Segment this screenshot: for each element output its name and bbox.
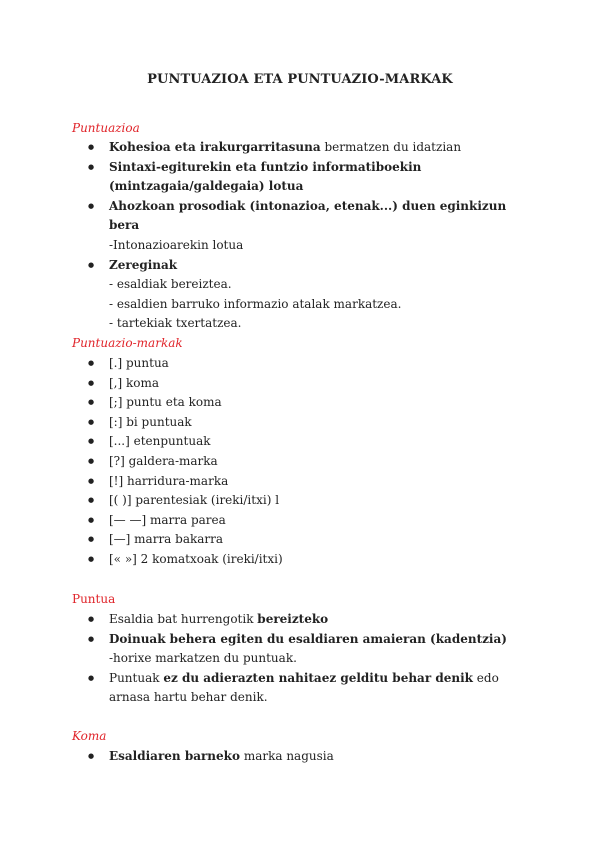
- item-bold-text: Doinuak behera egiten du esaldiaren amaieran (kadentzia): [109, 631, 507, 646]
- list-item: ● [« »] 2 komatxoak (ireki/itxi): [72, 550, 532, 570]
- item-text: bermatzen du idatzian: [320, 140, 462, 154]
- list-item: ● [,] koma: [72, 374, 532, 394]
- list-item: [72, 610, 532, 630]
- page-title: PUNTUAZIOA ETA PUNTUAZIO-MARKAK: [147, 72, 453, 87]
- item-bold-text: Esaldiaren barneko: [109, 749, 240, 763]
- list-item: [72, 138, 532, 158]
- list-item: ● [( )] parentesiak (ireki/itxi) l: [72, 491, 532, 511]
- section-heading-puntua: Puntua: [72, 592, 116, 606]
- koma-list: [72, 747, 532, 767]
- section-heading-puntuazioa: Puntuazioa: [72, 121, 140, 135]
- section-heading-puntuazio-markak: Puntuazio-markak: [72, 336, 183, 350]
- list-item: [72, 256, 532, 334]
- item-bold-text: Ahozkoan prosodiak (intonazioa, etenak...) duen eginkizun bera: [109, 198, 507, 233]
- list-item: [72, 630, 532, 669]
- puntuazio-markak-list: [72, 354, 532, 570]
- list-item: ● [...] etenpuntuak: [72, 432, 532, 452]
- item-text-tail: edo arnasa hartu behar denik.: [109, 670, 499, 705]
- list-item: [72, 747, 532, 767]
- puntua-list: [72, 610, 532, 708]
- item-text: Puntuak: [109, 670, 164, 685]
- item-text: marka nagusia: [240, 749, 334, 763]
- item-text: Esaldia bat hurrengotik: [109, 612, 258, 626]
- list-item: [72, 158, 532, 197]
- list-item: ● [.] puntua: [72, 354, 532, 374]
- list-item: ● [:] bi puntuak: [72, 413, 532, 433]
- list-item: ● [— —] marra parea: [72, 511, 532, 531]
- item-subline: -Intonazioarekin lotua: [109, 237, 244, 252]
- item-bold-text: Sintaxi-egiturekin eta funtzio informatiboekin (mintzagaia/galdegaia) lotua: [109, 159, 422, 194]
- item-subline: - esaldiak bereiztea.: [109, 277, 232, 292]
- item-bold-text: bereizteko: [257, 612, 329, 626]
- item-subline: -horixe markatzen du puntuak.: [109, 651, 297, 666]
- list-item: ● [—] marra bakarra: [72, 530, 532, 550]
- puntuazioa-list: [72, 138, 532, 334]
- list-item: [72, 197, 532, 256]
- list-item: ● [!] harridura-marka: [72, 472, 532, 492]
- list-item: [72, 669, 532, 708]
- item-bold-text: Zereginak: [109, 257, 178, 272]
- item-bold-text: ez du adierazten nahitaez gelditu behar denik: [163, 670, 473, 685]
- item-subline: - esaldien barruko informazio atalak markatzea.: [109, 296, 402, 311]
- list-item: ● [;] puntu eta koma: [72, 393, 532, 413]
- section-heading-koma: Koma: [72, 729, 107, 743]
- item-subline: - tartekiak txertatzea.: [109, 316, 242, 331]
- item-bold-text: Kohesioa eta irakurgarritasuna: [109, 140, 321, 154]
- list-item: ● [?] galdera-marka: [72, 452, 532, 472]
